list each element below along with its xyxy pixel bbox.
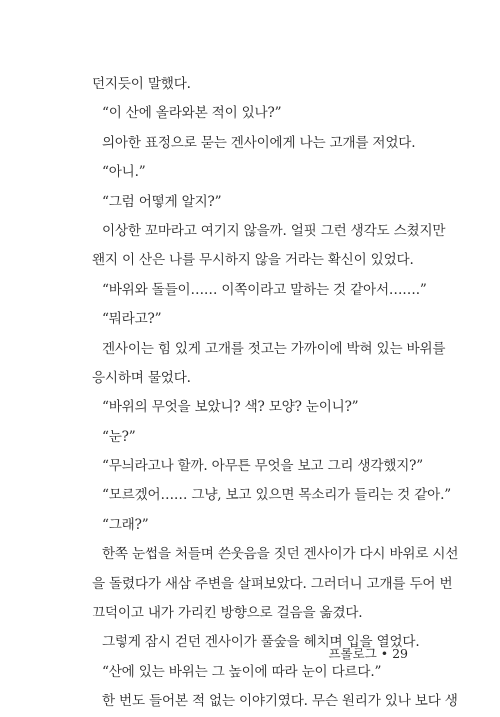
text-line: “뭐라고?” [102, 311, 162, 328]
text-line: “그럼 어떻게 알지?” [102, 193, 222, 210]
text-line: 한쪽 눈썹을 처들며 쓴웃음을 짓던 겐사이가 다시 바위로 시선 [102, 546, 459, 563]
text-line: “눈?” [102, 428, 136, 445]
text-line: “모르겠어…… 그냥, 보고 있으면 목소리가 들리는 것 같아.” [102, 487, 451, 504]
text-line: “아니.” [102, 164, 146, 181]
text-line: “산에 있는 바위는 그 높이에 따라 눈이 다르다.” [102, 663, 382, 680]
text-line: “그래?” [102, 516, 149, 533]
text-line: 을 돌렸다가 새삼 주변을 살펴보았다. 그러더니 고개를 두어 번 [92, 575, 453, 592]
text-line: 의아한 표정으로 묻는 겐사이에게 나는 고개를 저었다. [102, 134, 416, 151]
text-line: “무늬라고나 할까. 아무튼 무엇을 보고 그리 생각했지?” [102, 458, 423, 475]
page-footer: 프롤로그 • 29 [328, 646, 408, 661]
text-line: 왠지 이 산은 나를 무시하지 않을 거라는 확신이 있었다. [92, 252, 414, 269]
text-line: 던지듯이 말했다. [92, 76, 191, 92]
text-line: 겐사이는 힘 있게 고개를 젓고는 가까이에 박혀 있는 바위를 [102, 340, 446, 357]
text-line: 한 번도 들어본 적 없는 이야기였다. 무슨 원리가 있나 보다 생 [102, 693, 458, 710]
text-line: “이 산에 올라와본 적이 있나?” [102, 105, 282, 122]
text-line: 이상한 꼬마라고 여기지 않을까. 얼핏 그런 생각도 스쳤지만 [102, 222, 446, 239]
text-line: 응시하며 물었다. [92, 369, 191, 386]
body-text [92, 70, 459, 717]
text-line: “바위의 무엇을 보았니? 색? 모양? 눈이니?” [102, 399, 359, 416]
text-line: “바위와 돌들이…… 이쪽이라고 말하는 것 같아서…….” [102, 281, 427, 298]
text-line: 그렇게 잠시 걷던 겐사이가 풀숲을 헤치며 입을 열었다. [102, 634, 420, 651]
text-line: 끄덕이고 내가 가리킨 방향으로 걸음을 옮겼다. [92, 605, 363, 622]
